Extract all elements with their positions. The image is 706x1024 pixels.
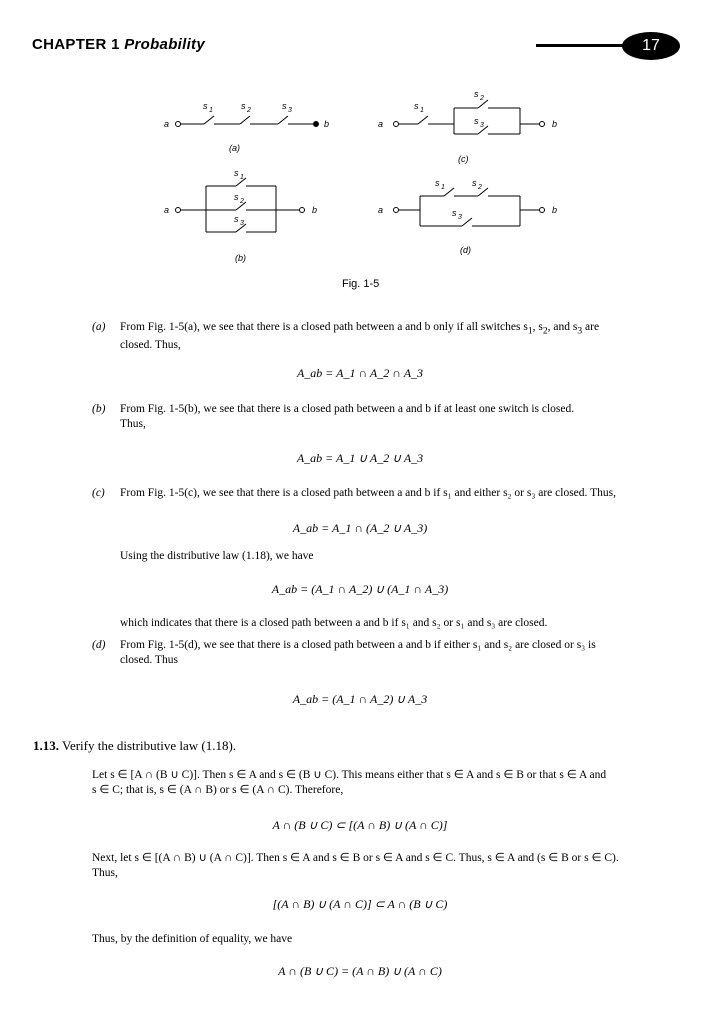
problem-number: 1.13. <box>33 738 59 753</box>
panel-label-a: (a) <box>229 143 240 153</box>
panel-label-c: (c) <box>458 154 469 164</box>
equation: A_ab = (A_1 ∩ A_2) ∪ (A_1 ∩ A_3) <box>271 582 449 596</box>
problem-title <box>33 738 236 754</box>
indicates-text: which indicates that there is a closed path between a and b if s₁ and s₂ or s₁ and s₃ are closed. <box>120 617 548 629</box>
switch-label: s <box>472 178 477 188</box>
switch-subscript: 3 <box>288 107 292 114</box>
part-text: , and s <box>547 321 578 333</box>
problem-para-2 <box>92 851 692 881</box>
part-label: (a) <box>92 321 106 333</box>
switch-subscript: 1 <box>240 174 244 181</box>
part-a <box>92 320 692 353</box>
switch-label: s <box>234 192 239 202</box>
switch-label: s <box>234 168 239 178</box>
switch-subscript: 1 <box>441 184 445 191</box>
part-text: From Fig. 1-5(b), we see that there is a closed path between a and b if at least one switch is closed. <box>120 403 575 415</box>
equation: A_ab = A_1 ∪ A_2 ∪ A_3 <box>296 451 424 465</box>
part-text: are <box>582 321 600 333</box>
equation: [(A ∩ B) ∪ (A ∩ C)] ⊂ A ∩ (B ∪ C) <box>272 897 448 911</box>
node-label: b <box>552 205 558 215</box>
switch-label: s <box>452 208 457 218</box>
part-text: , s <box>532 321 543 333</box>
node-label: b <box>312 205 318 215</box>
panel-label-b: (b) <box>235 253 246 263</box>
switch-label: s <box>474 89 479 99</box>
part-text: closed. Thus <box>120 654 178 666</box>
node-a-terminal-a <box>176 122 181 127</box>
switch-subscript: 3 <box>240 220 244 227</box>
problem-text: s ∈ C; that is, s ∈ (A ∩ B) or s ∈ (A ∩ C). Therefore, <box>92 784 344 796</box>
node-label: b <box>552 119 558 129</box>
part-text: From Fig. 1-5(c), we see that there is a closed path between a and b if s₁ and either s₂ or s₃ are closed. Thus, <box>120 487 616 499</box>
problem-text: Next, let s ∈ [(A ∩ B) ∪ (A ∩ C)]. Then s ∈ A and s ∈ B or s ∈ A and s ∈ C. Thus, s ∈ A and (s ∈ B or s ∈ C). <box>92 852 619 864</box>
page-number: 17 <box>622 32 680 60</box>
part-b <box>92 402 692 432</box>
equation: A_ab = A_1 ∩ (A_2 ∪ A_3) <box>292 521 428 535</box>
switch-subscript: 1 <box>209 107 213 114</box>
equation: A ∩ (B ∪ C) ⊂ [(A ∩ B) ∪ (A ∩ C)] <box>272 818 448 832</box>
switch-subscript: 2 <box>478 184 482 191</box>
chapter-subject: Probability <box>124 36 205 53</box>
part-text: From Fig. 1-5(a), we see that there is a closed path between a and b only if all switches s <box>120 321 528 333</box>
node-label: a <box>164 205 170 215</box>
node-label: a <box>378 205 384 215</box>
part-text: 2 <box>542 325 548 337</box>
part-label: (b) <box>92 403 106 415</box>
part-text: Thus, <box>120 418 146 430</box>
part-text: 3 <box>577 325 583 337</box>
figure-caption: Fig. 1-5 <box>342 278 380 290</box>
problem-text: Thus, <box>92 867 118 879</box>
part-text: From Fig. 1-5(d), we see that there is a closed path between a and b if either s₁ and s₂ are closed or s₃ is <box>120 639 596 651</box>
distributive-text: Using the distributive law (1.18), we have <box>120 550 314 562</box>
switch-label: s <box>414 101 419 111</box>
panel-label-d: (d) <box>460 245 471 255</box>
node-b-terminal-a <box>314 122 319 127</box>
switch-subscript: 2 <box>240 198 244 205</box>
problem-para-3: Thus, by the definition of equality, we have <box>92 933 293 945</box>
part-text: closed. Thus, <box>120 339 181 352</box>
switch-label: s <box>234 214 239 224</box>
node-label: b <box>324 119 330 129</box>
part-text: 1 <box>527 325 533 337</box>
problem-para-1 <box>92 768 692 798</box>
part-label: (d) <box>92 639 106 651</box>
circuit-figure <box>0 0 706 300</box>
switch-label: s <box>474 116 479 126</box>
chapter-label: CHAPTER 1 <box>32 36 120 53</box>
equation: A_ab = A_1 ∩ A_2 ∩ A_3 <box>296 366 424 380</box>
equation: A_ab = (A_1 ∩ A_2) ∪ A_3 <box>292 692 428 706</box>
switch-label: s <box>241 101 246 111</box>
equation: A ∩ (B ∪ C) = (A ∩ B) ∪ (A ∩ C) <box>278 964 442 978</box>
problem-text: Let s ∈ [A ∩ (B ∪ C)]. Then s ∈ A and s ∈ (B ∪ C). This means either that s ∈ A and s ∈ B or that s ∈ A and <box>92 769 607 781</box>
switch-subscript: 3 <box>480 122 484 129</box>
switch-subscript: 2 <box>247 107 251 114</box>
part-c <box>92 486 692 501</box>
node-label: a <box>378 119 384 129</box>
switch-label: s <box>282 101 287 111</box>
switch-subscript: 2 <box>480 95 484 102</box>
switch-subscript: 1 <box>420 107 424 114</box>
switch-label: s <box>203 101 208 111</box>
part-d <box>92 638 692 668</box>
part-label: (c) <box>92 487 105 499</box>
node-label: a <box>164 119 170 129</box>
switch-label: s <box>435 178 440 188</box>
switch-subscript: 3 <box>458 214 462 221</box>
problem-title-text: Verify the distributive law (1.18). <box>62 738 237 753</box>
